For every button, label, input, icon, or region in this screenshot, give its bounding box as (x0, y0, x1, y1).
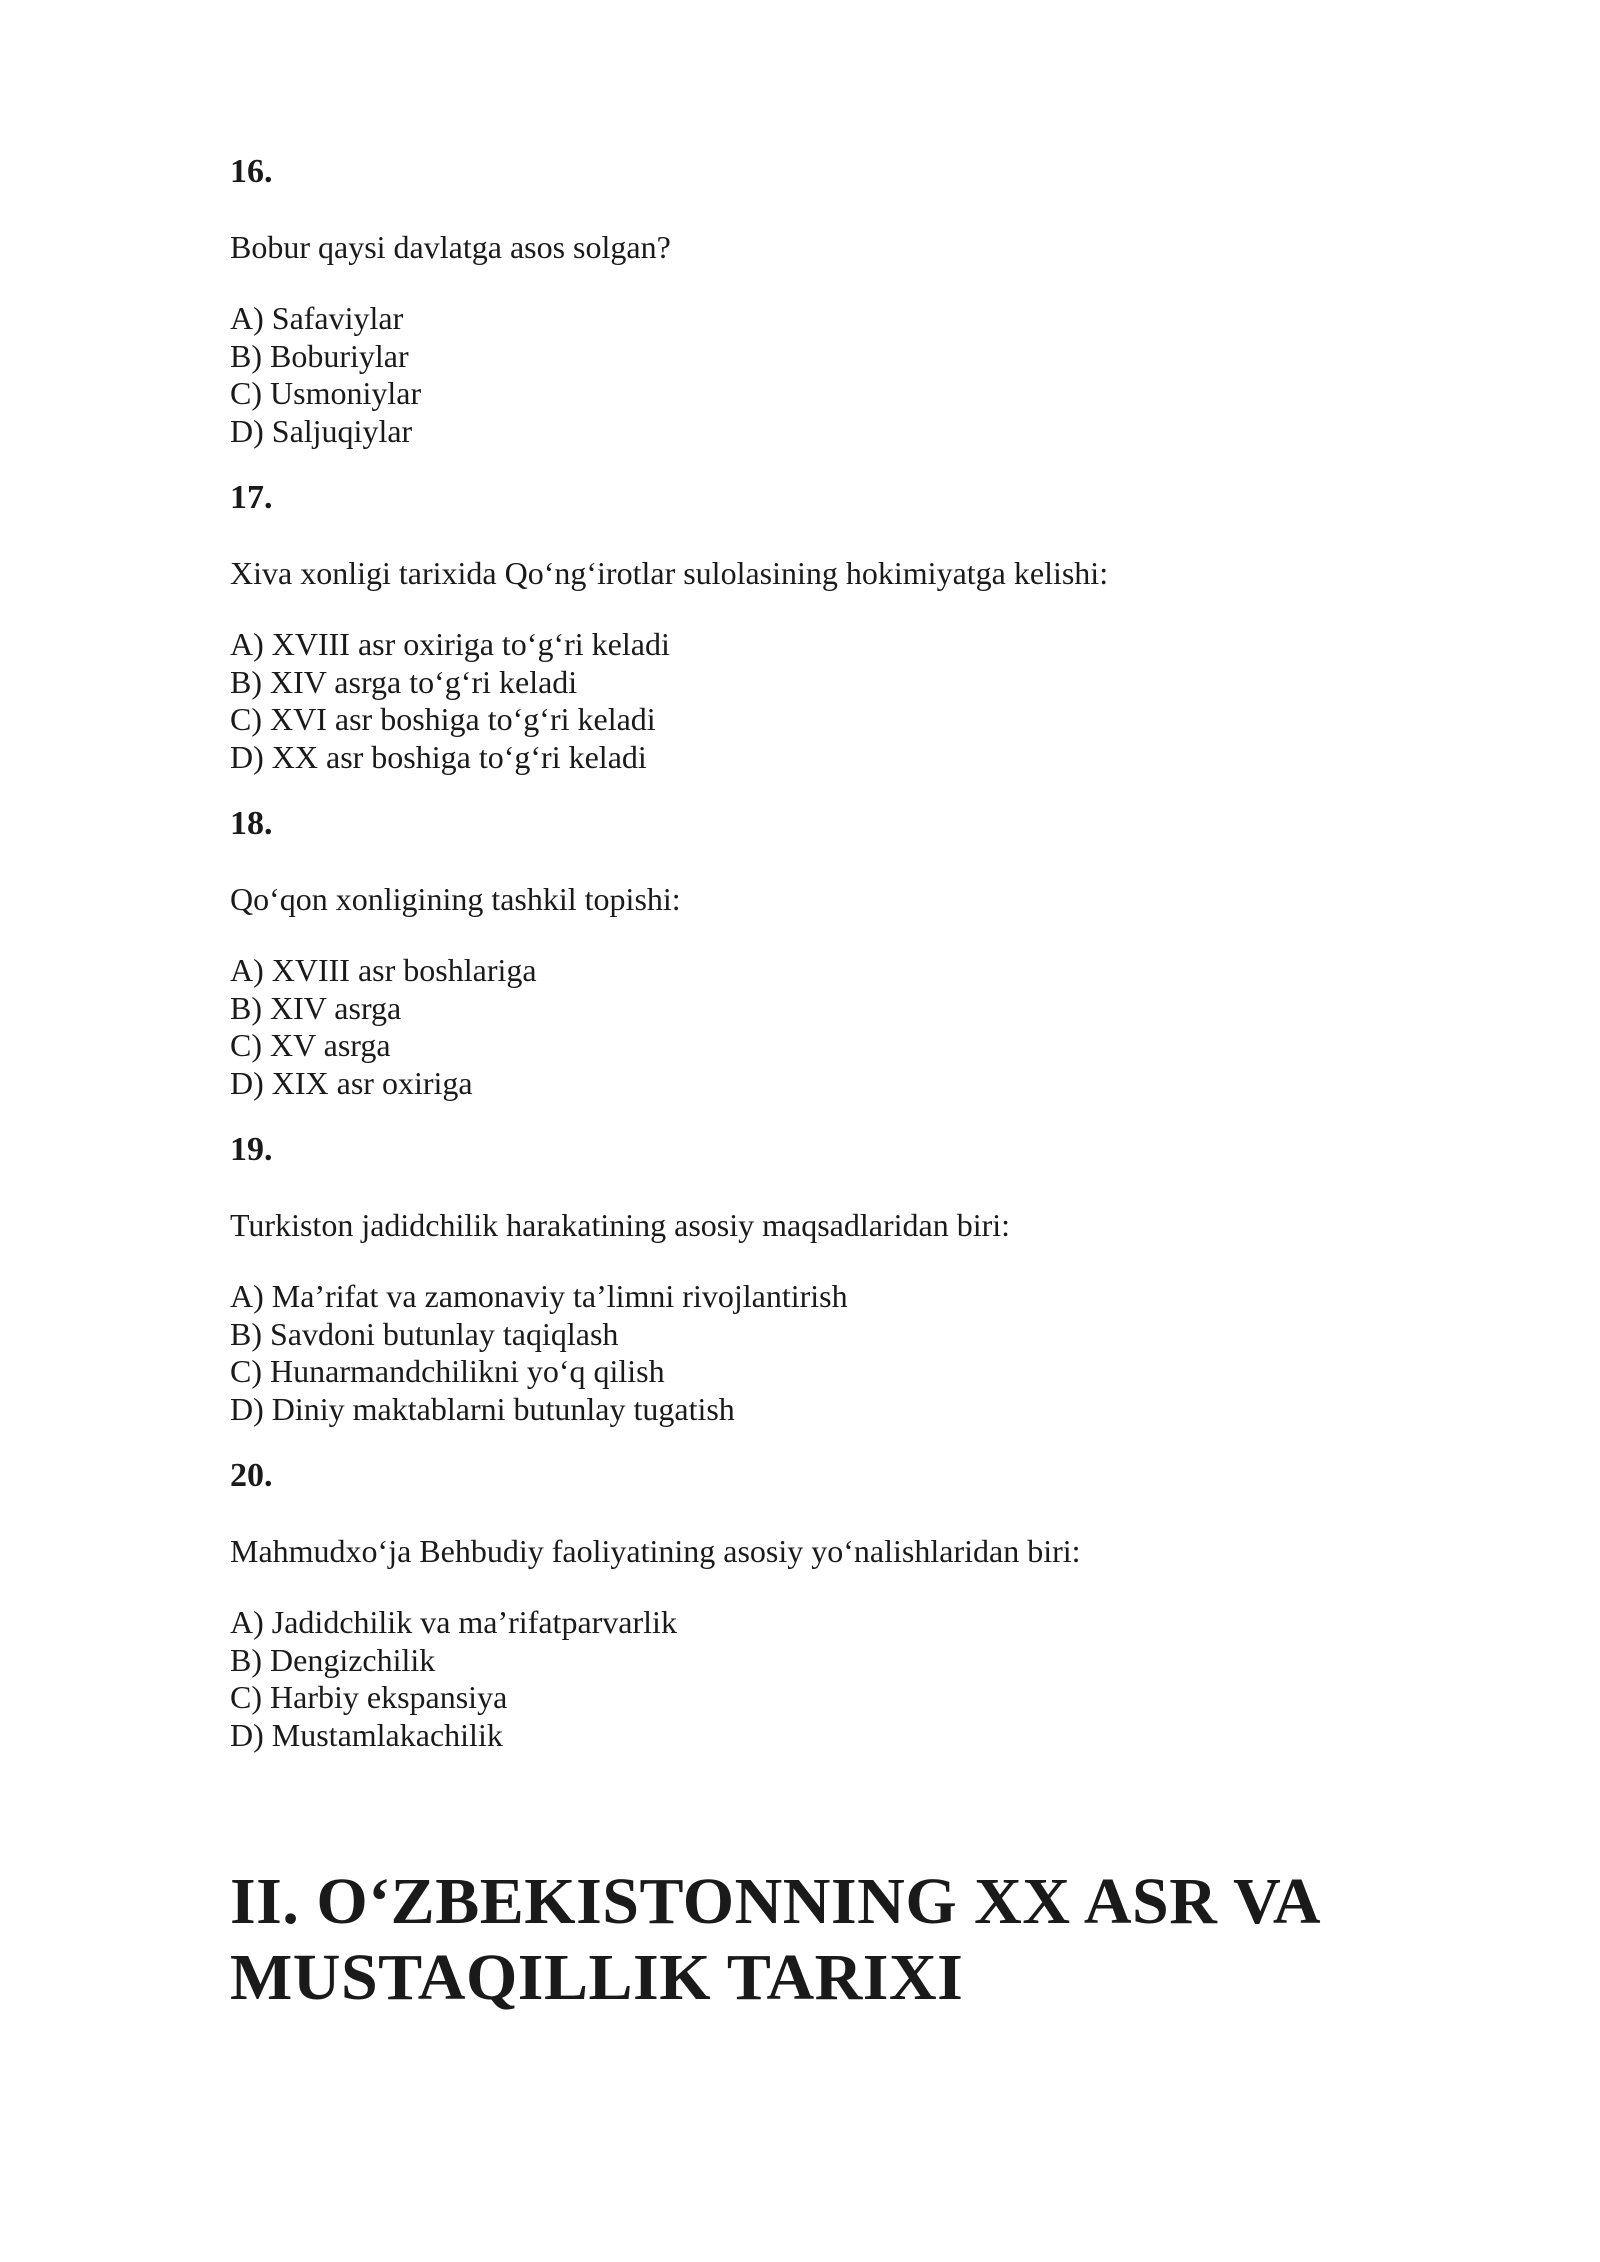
question-19 (230, 1128, 1430, 1428)
question-text: Turkiston jadidchilik harakatining asosiy maqsadlaridan biri: (230, 1207, 1011, 1243)
answer-option-a: A) Ma’rifat va zamonaviy ta’limni rivojlantirish (230, 1278, 848, 1314)
answer-option-a: A) Safaviylar (230, 300, 404, 336)
question-text: Qo‘qon xonligining tashkil topishi: (230, 881, 681, 917)
question-text: Xiva xonligi tarixida Qo‘ng‘irotlar sulolasining hokimiyatga kelishi: (230, 555, 1109, 591)
document-page (230, 150, 1430, 2016)
answer-option-b: B) Savdoni butunlay taqiqlash (230, 1315, 619, 1352)
answer-option-d: D) Saljuqiylar (230, 412, 413, 449)
answer-option-a: A) XVIII asr oxiriga to‘g‘ri keladi (230, 626, 670, 662)
question-number: 16. (230, 153, 273, 190)
question-text: Mahmudxo‘ja Behbudiy faoliyatining asosiy yo‘nalishlaridan biri: (230, 1533, 1081, 1569)
answer-option-c: C) XVI asr boshiga to‘g‘ri keladi (230, 701, 656, 737)
answer-options (230, 300, 1430, 450)
question-number: 19. (230, 1131, 273, 1168)
question-17 (230, 476, 1430, 776)
question-18 (230, 802, 1430, 1102)
answer-options (230, 1278, 1430, 1428)
section-heading-line-1: II. O‘ZBEKISTONNING XX ASR VA (230, 1865, 1321, 1938)
answer-option-a: A) XVIII asr boshlariga (230, 952, 537, 988)
answer-option-d: D) Mustamlakachilik (230, 1716, 503, 1753)
answer-options (230, 952, 1430, 1102)
answer-option-c: C) Harbiy ekspansiya (230, 1679, 508, 1715)
answer-option-c: C) XV asrga (230, 1027, 391, 1063)
section-heading (230, 1864, 1430, 2016)
answer-option-b: B) Boburiylar (230, 337, 409, 374)
question-16 (230, 150, 1430, 450)
answer-options (230, 626, 1430, 776)
answer-option-d: D) XX asr boshiga to‘g‘ri keladi (230, 738, 647, 775)
answer-option-c: C) Usmoniylar (230, 375, 422, 411)
answer-option-d: D) XIX asr oxiriga (230, 1064, 473, 1101)
answer-option-d: D) Diniy maktablarni butunlay tugatish (230, 1390, 735, 1427)
question-20 (230, 1454, 1430, 1754)
answer-option-b: B) XIV asrga to‘g‘ri keladi (230, 663, 578, 700)
answer-option-b: B) XIV asrga (230, 989, 402, 1026)
question-text: Bobur qaysi davlatga asos solgan? (230, 229, 671, 265)
section-heading-line-2: MUSTAQILLIK TARIXI (230, 1941, 964, 2014)
answer-options (230, 1604, 1430, 1754)
answer-option-a: A) Jadidchilik va ma’rifatparvarlik (230, 1604, 677, 1640)
answer-option-c: C) Hunarmandchilikni yo‘q qilish (230, 1353, 665, 1389)
question-number: 18. (230, 805, 273, 842)
question-number: 17. (230, 479, 273, 516)
question-number: 20. (230, 1457, 273, 1494)
answer-option-b: B) Dengizchilik (230, 1641, 436, 1678)
